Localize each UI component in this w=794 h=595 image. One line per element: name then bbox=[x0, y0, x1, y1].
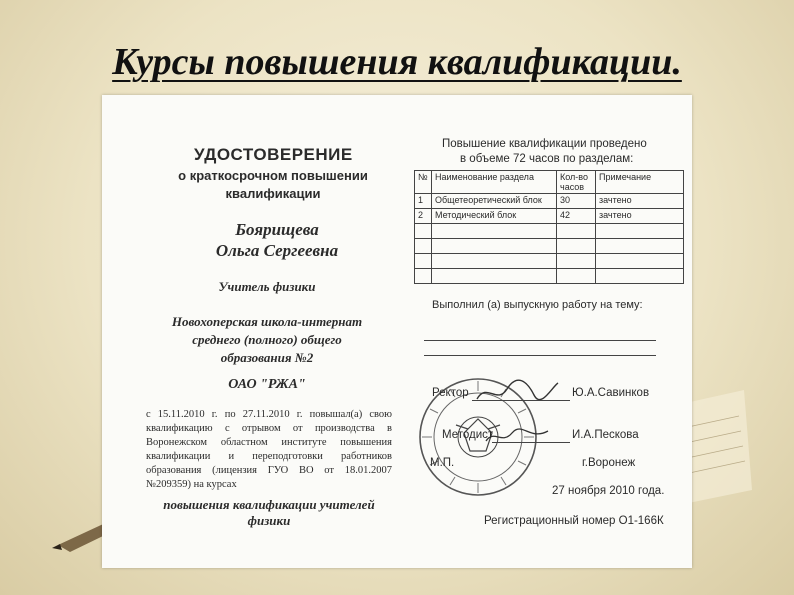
table-cell bbox=[432, 269, 557, 284]
holder-organization: ОАО "РЖА" bbox=[228, 377, 306, 392]
table-row bbox=[415, 269, 684, 284]
certificate-title: УДОСТОВЕРЕНИЕ bbox=[194, 145, 353, 164]
city-label: г.Воронеж bbox=[582, 457, 636, 469]
rector-signature-icon bbox=[472, 377, 562, 407]
table-cell bbox=[596, 269, 684, 284]
table-cell bbox=[415, 224, 432, 239]
methodist-name: И.А.Пескова bbox=[572, 429, 639, 441]
table-cell bbox=[557, 239, 596, 254]
table-row bbox=[415, 224, 684, 239]
table-row bbox=[415, 254, 684, 269]
table-cell: зачтено bbox=[596, 209, 684, 224]
table-cell bbox=[415, 239, 432, 254]
course-name bbox=[146, 497, 392, 529]
school-line1: Новохоперская школа-интернат bbox=[171, 314, 363, 329]
thesis-label: Выполнил (а) выпускную работу на тему: bbox=[432, 299, 643, 311]
rector-signature-line bbox=[472, 400, 570, 401]
table-cell bbox=[557, 224, 596, 239]
school-line3: образования №2 bbox=[220, 350, 314, 365]
table-cell: Методический блок bbox=[432, 209, 557, 224]
table-cell bbox=[432, 254, 557, 269]
table-cell: 1 bbox=[415, 194, 432, 209]
holder-given-names: Ольга Сергеевна bbox=[215, 241, 339, 260]
table-cell: Общетеоретический блок bbox=[432, 194, 557, 209]
certificate-body-text: с 15.11.2010 г. по 27.11.2010 г. повышал(а) свою квалификацию с отрывом от производства в Воронежском областном институте повышения квалификации и переподготовки работников образования (лицензия ГУО ВО от 18.01.2007 №209359) на курсах bbox=[146, 409, 392, 490]
table-cell: зачтено bbox=[596, 194, 684, 209]
certificate-subtitle-line2: квалификации bbox=[225, 186, 321, 201]
table-cell bbox=[557, 269, 596, 284]
table-cell: 42 bbox=[557, 209, 596, 224]
table-cell bbox=[432, 239, 557, 254]
rector-name: Ю.А.Савинков bbox=[572, 387, 650, 399]
issue-date: 27 ноября 2010 года. bbox=[552, 485, 665, 497]
rector-label: Ректор bbox=[432, 387, 469, 399]
table-row bbox=[415, 209, 684, 224]
holder-school bbox=[142, 313, 392, 367]
certificate-left-page bbox=[102, 95, 402, 568]
thesis-underline-1 bbox=[424, 340, 656, 341]
seal-label: М.П. bbox=[430, 457, 455, 469]
table-cell bbox=[596, 224, 684, 239]
holder-name bbox=[162, 219, 392, 261]
methodist-signature-line bbox=[492, 442, 570, 443]
registration-number: Регистрационный номер О1-166К bbox=[484, 515, 664, 527]
methodist-label: Методист bbox=[442, 429, 494, 441]
certificate-document bbox=[102, 95, 692, 568]
hours-heading-line1: Повышение квалификации проведено bbox=[442, 138, 647, 150]
table-cell bbox=[432, 224, 557, 239]
slide-title: Курсы повышения квалификации. bbox=[112, 41, 682, 83]
hours-heading bbox=[442, 137, 672, 167]
table-cell bbox=[415, 269, 432, 284]
table-row bbox=[415, 239, 684, 254]
certificate-right-page bbox=[402, 95, 692, 568]
table-cell bbox=[557, 254, 596, 269]
school-line2: среднего (полного) общего bbox=[192, 332, 342, 347]
table-header-cell: № bbox=[415, 171, 432, 194]
table-cell bbox=[596, 254, 684, 269]
table-header-cell: Наименование раздела bbox=[432, 171, 557, 194]
hours-heading-line2: в объеме 72 часов по разделам: bbox=[460, 153, 634, 165]
holder-surname: Боярищева bbox=[235, 220, 319, 239]
modules-table bbox=[414, 170, 684, 284]
table-cell: 2 bbox=[415, 209, 432, 224]
table-cell: 30 bbox=[557, 194, 596, 209]
table-header-row bbox=[415, 171, 684, 194]
course-line2: физики bbox=[247, 513, 291, 528]
course-line1: повышения квалификации учителей bbox=[163, 497, 375, 512]
table-row bbox=[415, 194, 684, 209]
table-cell bbox=[415, 254, 432, 269]
table-header-cell: Примечание bbox=[596, 171, 684, 194]
holder-position: Учитель физики bbox=[218, 279, 316, 294]
table-cell bbox=[596, 239, 684, 254]
thesis-underline-2 bbox=[424, 355, 656, 356]
table-header-cell: Кол-во часов bbox=[557, 171, 596, 194]
certificate-subtitle-line1: о краткосрочном повышении bbox=[178, 168, 368, 183]
certificate-subtitle bbox=[168, 167, 378, 203]
